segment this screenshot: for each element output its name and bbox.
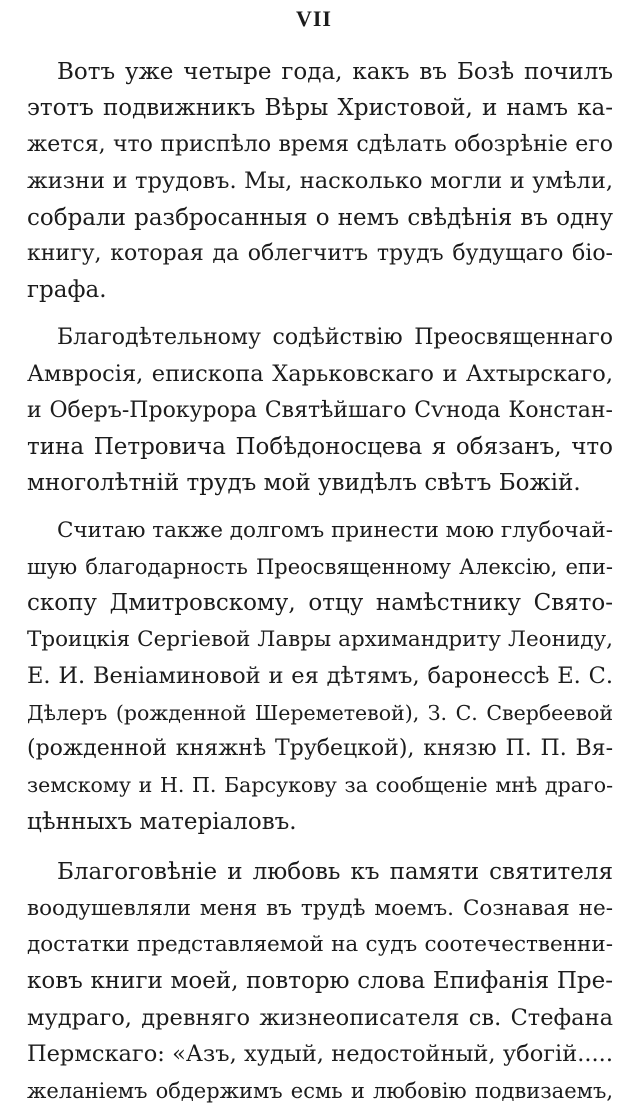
text-line: шую благодарность Преосвященному Алексію, епи- [27,555,613,580]
text-line: воодушевляли меня въ трудѣ моемъ. Сознавая не- [27,895,613,921]
text-line: Считаю также долгомъ принести мою глубочай- [57,517,613,543]
text-line: земскому и Н. П. Барсукову за сообщеніе мнѣ драго- [27,773,613,798]
text-line: Амвросія, епископа Харьковскаго и Ахтырскаго, [27,361,613,388]
text-line: этотъ подвижникъ Вѣры Христовой, и намъ ка- [27,95,613,122]
paragraph-gap [27,309,613,320]
text-line: Троицкія Сергіевой Лавры архимандриту Леониду, [27,626,613,652]
text-line: графа. [27,277,107,304]
text-line: Пермскаго: «Азъ, худый, недостойный, убогій..... [27,1041,613,1068]
text-line: книгу, которая да облегчитъ трудъ будущаго біо- [27,240,613,266]
text-line: Благоговѣніе и любовь къ памяти святителя [57,859,613,886]
text-line: мудраго, древняго жизнеописателя св. Стефана [27,1004,613,1031]
paragraph-4 [27,854,613,1109]
text-line: Е. И. Веніаминовой и ея дѣтямъ, баронессѣ Е. С. [27,663,613,690]
text-line: достатки представляемой на судъ соотечественни- [27,931,613,957]
paragraph-gap [27,502,613,513]
text-line: жется, что приспѣло время сдѣлать обозрѣніе его [27,131,613,157]
text-line: собрали разбросанныя о немъ свѣдѣнія въ одну [27,204,613,231]
text-line: ковъ книги моей, повторю слова Епифанія Пре- [27,968,613,995]
text-line: желаніемъ обдержимъ есмь и любовію подвизаемъ, [27,1078,613,1103]
text-line: тина Петровича Побѣдоносцева я обязанъ, что [27,433,613,460]
text-line: (рожденной княжнѣ Трубецкой), князю П. П. Вя- [27,736,613,762]
text-line: цѣнныхъ матеріаловъ. [27,808,297,835]
paragraph-3 [27,513,613,841]
text-line: жизни и трудовъ. Мы, насколько могли и умѣли, [27,168,613,195]
paragraph-gap [27,840,613,854]
text-line: многолѣтній трудъ мой увидѣлъ свѣтъ Божій. [27,470,581,497]
text-line: скопу Дмитровскому, отцу намѣстнику Свято- [27,590,613,617]
page-number: VII [295,6,332,31]
paragraph-1 [27,54,613,309]
paragraph-2 [27,320,613,502]
text-line: и Оберъ-Прокурора Святѣйшаго Сѵнода Констан- [27,397,613,423]
text-line: Благодѣтельному содѣйствію Преосвященнаго [57,324,613,350]
body-text [27,54,613,1109]
text-line: Вотъ уже четыре года, какъ въ Бозѣ почилъ [57,59,613,85]
text-line: Дѣлеръ (рожденной Шереметевой), З. С. Свербеевой [27,700,613,725]
